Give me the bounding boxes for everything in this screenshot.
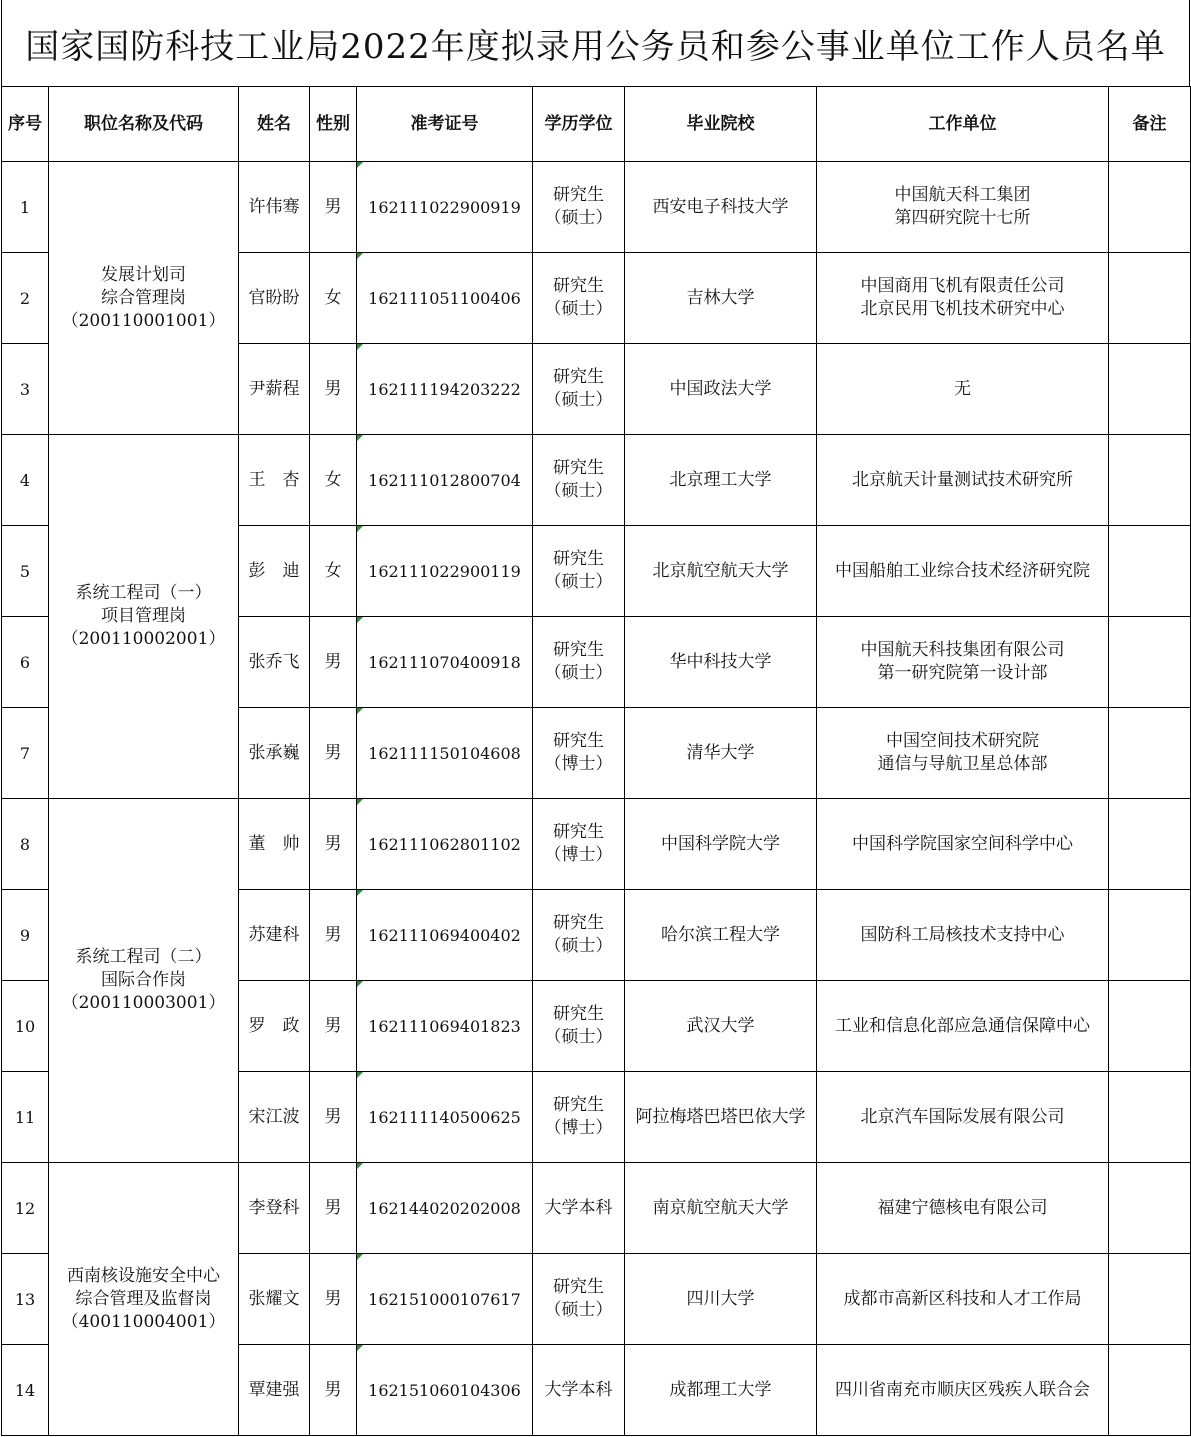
roster-body [2,162,1191,1436]
name-cell: 苏建科 [239,890,310,981]
row-index-cell: 5 [2,526,49,617]
name-cell: 官盼盼 [239,253,310,344]
roster-sheet [1,0,1190,1436]
gender-cell: 男 [310,1254,357,1345]
name-cell: 张承巍 [239,708,310,799]
cell-marker-icon [357,253,363,259]
exam-number-text: 162111069401823 [368,1016,521,1036]
employer-cell: 成都市高新区科技和人才工作局 [817,1254,1109,1345]
exam-number-text: 162144020202008 [368,1198,521,1218]
name-cell: 宋江波 [239,1072,310,1163]
degree-cell: 研究生 （硕士） [533,981,625,1072]
exam-number-text: 162111150104608 [368,743,521,763]
employer-cell: 中国商用飞机有限责任公司 北京民用飞机技术研究中心 [817,253,1109,344]
exam-number-text: 162151000107617 [368,1289,521,1309]
degree-cell: 研究生 （硕士） [533,435,625,526]
row-index-cell: 3 [2,344,49,435]
exam-number-text: 162111022900919 [368,197,521,217]
name-cell: 董 帅 [239,799,310,890]
employer-cell: 国防科工局核技术支持中心 [817,890,1109,981]
row-index-cell: 6 [2,617,49,708]
header-cell-exam-no: 准考证号 [357,87,533,162]
name-cell: 尹薪程 [239,344,310,435]
degree-cell: 研究生 （硕士） [533,344,625,435]
header-cell-name: 姓名 [239,87,310,162]
position-cell: 系统工程司（二） 国际合作岗 （200110003001） [49,799,239,1163]
note-cell [1109,162,1191,253]
cell-marker-icon [357,890,363,896]
name-cell: 许伟骞 [239,162,310,253]
school-cell: 中国政法大学 [625,344,817,435]
school-cell: 清华大学 [625,708,817,799]
exam-number-cell [357,1345,533,1436]
cell-marker-icon [357,981,363,987]
school-cell: 阿拉梅塔巴塔巴依大学 [625,1072,817,1163]
school-cell: 吉林大学 [625,253,817,344]
header-cell-position: 职位名称及代码 [49,87,239,162]
cell-marker-icon [357,162,363,168]
row-index-cell: 13 [2,1254,49,1345]
school-cell: 中国科学院大学 [625,799,817,890]
gender-cell: 男 [310,1072,357,1163]
gender-cell: 女 [310,435,357,526]
school-cell: 哈尔滨工程大学 [625,890,817,981]
gender-cell: 男 [310,799,357,890]
note-cell [1109,1345,1191,1436]
name-cell: 彭 迪 [239,526,310,617]
note-cell [1109,1072,1191,1163]
exam-number-text: 162111070400918 [368,652,521,672]
degree-cell: 研究生 （博士） [533,799,625,890]
gender-cell: 男 [310,981,357,1072]
degree-cell: 研究生 （硕士） [533,526,625,617]
name-cell: 罗 政 [239,981,310,1072]
row-index-cell: 14 [2,1345,49,1436]
note-cell [1109,1163,1191,1254]
cell-marker-icon [357,1072,363,1078]
note-cell [1109,435,1191,526]
name-cell: 张耀文 [239,1254,310,1345]
note-cell [1109,1254,1191,1345]
employer-cell: 无 [817,344,1109,435]
note-cell [1109,708,1191,799]
position-cell: 系统工程司（一） 项目管理岗 （200110002001） [49,435,239,799]
school-cell: 北京航空航天大学 [625,526,817,617]
degree-cell: 研究生 （博士） [533,708,625,799]
degree-cell: 大学本科 [533,1163,625,1254]
name-cell: 覃建强 [239,1345,310,1436]
gender-cell: 女 [310,253,357,344]
employer-cell: 中国科学院国家空间科学中心 [817,799,1109,890]
header-cell-degree: 学历学位 [533,87,625,162]
degree-cell: 研究生 （硕士） [533,890,625,981]
table-row [2,435,1191,526]
exam-number-cell [357,981,533,1072]
name-cell: 王 杏 [239,435,310,526]
row-index-cell: 11 [2,1072,49,1163]
row-index-cell: 4 [2,435,49,526]
exam-number-cell [357,799,533,890]
degree-cell: 研究生 （硕士） [533,162,625,253]
exam-number-text: 162111194203222 [368,379,521,399]
exam-number-cell [357,1163,533,1254]
cell-marker-icon [357,799,363,805]
school-cell: 武汉大学 [625,981,817,1072]
exam-number-cell [357,890,533,981]
note-cell [1109,617,1191,708]
cell-marker-icon [357,1345,363,1351]
exam-number-cell [357,344,533,435]
exam-number-cell [357,1072,533,1163]
name-cell: 李登科 [239,1163,310,1254]
note-cell [1109,981,1191,1072]
school-cell: 华中科技大学 [625,617,817,708]
exam-number-cell [357,253,533,344]
cell-marker-icon [357,708,363,714]
employer-cell: 中国空间技术研究院 通信与导航卫星总体部 [817,708,1109,799]
table-row [2,799,1191,890]
degree-cell: 研究生 （硕士） [533,1254,625,1345]
school-cell: 成都理工大学 [625,1345,817,1436]
exam-number-cell [357,1254,533,1345]
school-cell: 四川大学 [625,1254,817,1345]
degree-cell: 研究生 （博士） [533,1072,625,1163]
exam-number-cell [357,526,533,617]
school-cell: 南京航空航天大学 [625,1163,817,1254]
cell-marker-icon [357,1163,363,1169]
exam-number-text: 162111051100406 [368,288,521,308]
gender-cell: 男 [310,162,357,253]
row-index-cell: 10 [2,981,49,1072]
position-cell: 西南核设施安全中心 综合管理及监督岗 （400110004001） [49,1163,239,1436]
row-index-cell: 7 [2,708,49,799]
header-cell-index: 序号 [2,87,49,162]
exam-number-cell [357,617,533,708]
school-cell: 北京理工大学 [625,435,817,526]
row-index-cell: 12 [2,1163,49,1254]
exam-number-cell [357,435,533,526]
name-cell: 张乔飞 [239,617,310,708]
exam-number-text: 162111062801102 [368,834,521,854]
gender-cell: 女 [310,526,357,617]
exam-number-text: 162111140500625 [368,1107,521,1127]
exam-number-text: 162151060104306 [368,1380,521,1400]
exam-number-text: 162111022900119 [368,561,521,581]
exam-number-cell [357,708,533,799]
employer-cell: 中国船舶工业综合技术经济研究院 [817,526,1109,617]
gender-cell: 男 [310,344,357,435]
degree-cell: 研究生 （硕士） [533,253,625,344]
note-cell [1109,890,1191,981]
position-cell: 发展计划司 综合管理岗 （200110001001） [49,162,239,435]
school-cell: 西安电子科技大学 [625,162,817,253]
exam-number-text: 162111012800704 [368,470,521,490]
note-cell [1109,253,1191,344]
employer-cell: 四川省南充市顺庆区残疾人联合会 [817,1345,1109,1436]
row-index-cell: 9 [2,890,49,981]
cell-marker-icon [357,344,363,350]
note-cell [1109,344,1191,435]
employer-cell: 工业和信息化部应急通信保障中心 [817,981,1109,1072]
header-cell-gender: 性别 [310,87,357,162]
employer-cell: 北京航天计量测试技术研究所 [817,435,1109,526]
page-title: 国家国防科技工业局2022年度拟录用公务员和参公事业单位工作人员名单 [1,0,1190,86]
note-cell [1109,799,1191,890]
cell-marker-icon [357,526,363,532]
gender-cell: 男 [310,708,357,799]
header-cell-note: 备注 [1109,87,1191,162]
header-row [2,87,1191,162]
employer-cell: 中国航天科技集团有限公司 第一研究院第一设计部 [817,617,1109,708]
row-index-cell: 1 [2,162,49,253]
employer-cell: 北京汽车国际发展有限公司 [817,1072,1109,1163]
degree-cell: 研究生 （硕士） [533,617,625,708]
exam-number-cell [357,162,533,253]
table-row [2,162,1191,253]
cell-marker-icon [357,435,363,441]
row-index-cell: 2 [2,253,49,344]
employer-cell: 福建宁德核电有限公司 [817,1163,1109,1254]
gender-cell: 男 [310,1163,357,1254]
header-cell-employer: 工作单位 [817,87,1109,162]
gender-cell: 男 [310,890,357,981]
exam-number-text: 162111069400402 [368,925,521,945]
cell-marker-icon [357,617,363,623]
degree-cell: 大学本科 [533,1345,625,1436]
table-row [2,1163,1191,1254]
employer-cell: 中国航天科工集团 第四研究院十七所 [817,162,1109,253]
gender-cell: 男 [310,1345,357,1436]
gender-cell: 男 [310,617,357,708]
row-index-cell: 8 [2,799,49,890]
roster-table [1,86,1191,1436]
note-cell [1109,526,1191,617]
cell-marker-icon [357,1254,363,1260]
header-cell-school: 毕业院校 [625,87,817,162]
